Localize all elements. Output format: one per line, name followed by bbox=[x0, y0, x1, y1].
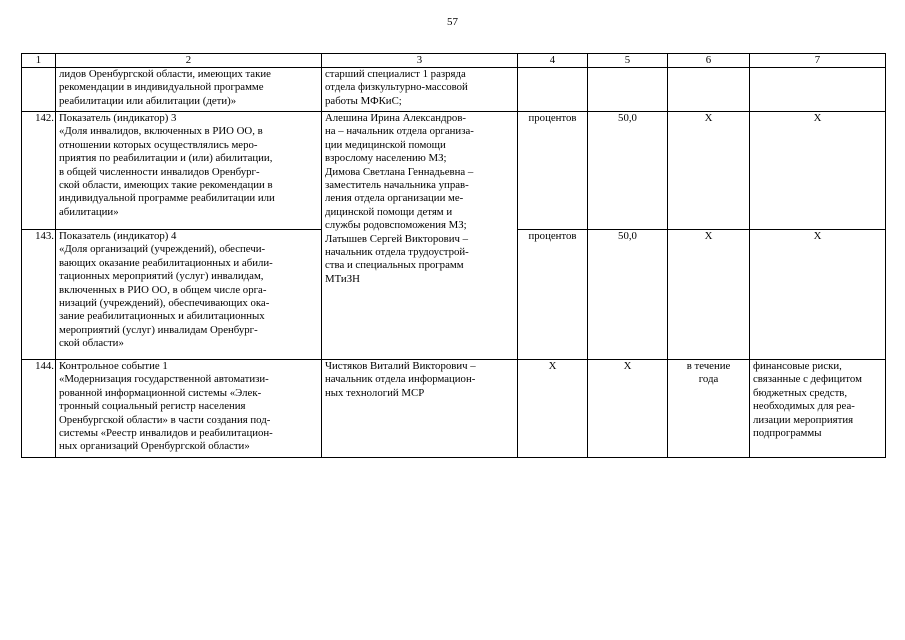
row-number: 142. bbox=[22, 112, 56, 230]
header-cell: 1 bbox=[22, 54, 56, 68]
row-responsible: Чистяков Виталий Викторович – начальник отдела информацион- ных технологий МСР bbox=[322, 360, 518, 458]
header-cell: 2 bbox=[56, 54, 322, 68]
header-cell: 4 bbox=[518, 54, 588, 68]
row-name: Контрольное событие 1 «Модернизация государственной автоматизи- рованной информационной системы «Элек- тронный социальный регистр населения Оренбургской области» в части создания под- системы «Реестр инвалидов и реабилитацион- ных организаций Оренбургской области» bbox=[56, 360, 322, 458]
row-term: X bbox=[668, 230, 750, 360]
row-name: Показатель (индикатор) 4 «Доля организаций (учреждений), обеспечи- вающих оказание реабилитационных и абили- тационных мероприятий (услуг) инвалидам, включенных в РИО ОО, в общем числе орга- низаций (учреждений), обеспечивающих ока- зание реабилитационных и абилитационных мероприятий (услуг) инвалидам Оренбург- ской области» bbox=[56, 230, 322, 360]
row-risks bbox=[750, 68, 886, 112]
row-term: в течение года bbox=[668, 360, 750, 458]
indicators-table bbox=[21, 53, 886, 458]
row-unit: X bbox=[518, 360, 588, 458]
row-value: 50,0 bbox=[588, 112, 668, 230]
row-value: X bbox=[588, 360, 668, 458]
row-unit: процентов bbox=[518, 230, 588, 360]
page-number: 57 bbox=[447, 16, 458, 28]
row-risks: X bbox=[750, 230, 886, 360]
header-cell: 7 bbox=[750, 54, 886, 68]
row-name: Показатель (индикатор) 3 «Доля инвалидов, включенных в РИО ОО, в отношении которых осуществлялись меро- приятия по реабилитации и (или) абилитации, в общей численности инвалидов Оренбург- ской области, имеющих такие рекомендации в индивидуальной программе реабилитации или абилитации» bbox=[56, 112, 322, 230]
row-number: 144. bbox=[22, 360, 56, 458]
row-risks: X bbox=[750, 112, 886, 230]
row-value: 50,0 bbox=[588, 230, 668, 360]
row-term: X bbox=[668, 112, 750, 230]
table-header-row bbox=[22, 54, 886, 68]
header-cell: 5 bbox=[588, 54, 668, 68]
row-responsible-shared: Алешина Ирина Александров- на – начальник отдела организа- ции медицинской помощи взрослому населению МЗ; Димова Светлана Геннадьевна – заместитель начальника управ- ления отдела организации ме- дицинской помощи детям и службы родовспоможения МЗ; Латышев Сергей Викторович – начальник отдела трудоустрой- ства и специальных программ МТиЗН bbox=[322, 112, 518, 360]
header-cell: 6 bbox=[668, 54, 750, 68]
row-term bbox=[668, 68, 750, 112]
header-cell: 3 bbox=[322, 54, 518, 68]
table-row bbox=[22, 112, 886, 230]
row-unit: процентов bbox=[518, 112, 588, 230]
table-row bbox=[22, 360, 886, 458]
row-responsible: старший специалист 1 разряда отдела физкультурно-массовой работы МФКиС; bbox=[322, 68, 518, 112]
row-risks: финансовые риски, связанные с дефицитом бюджетных средств, необходимых для реа- лизации мероприятия подпрограммы bbox=[750, 360, 886, 458]
row-value bbox=[588, 68, 668, 112]
row-unit bbox=[518, 68, 588, 112]
table-row bbox=[22, 68, 886, 112]
row-number: 143. bbox=[22, 230, 56, 360]
row-number bbox=[22, 68, 56, 112]
row-name: лидов Оренбургской области, имеющих такие рекомендации в индивидуальной программе реабилитации или абилитации (дети)» bbox=[56, 68, 322, 112]
